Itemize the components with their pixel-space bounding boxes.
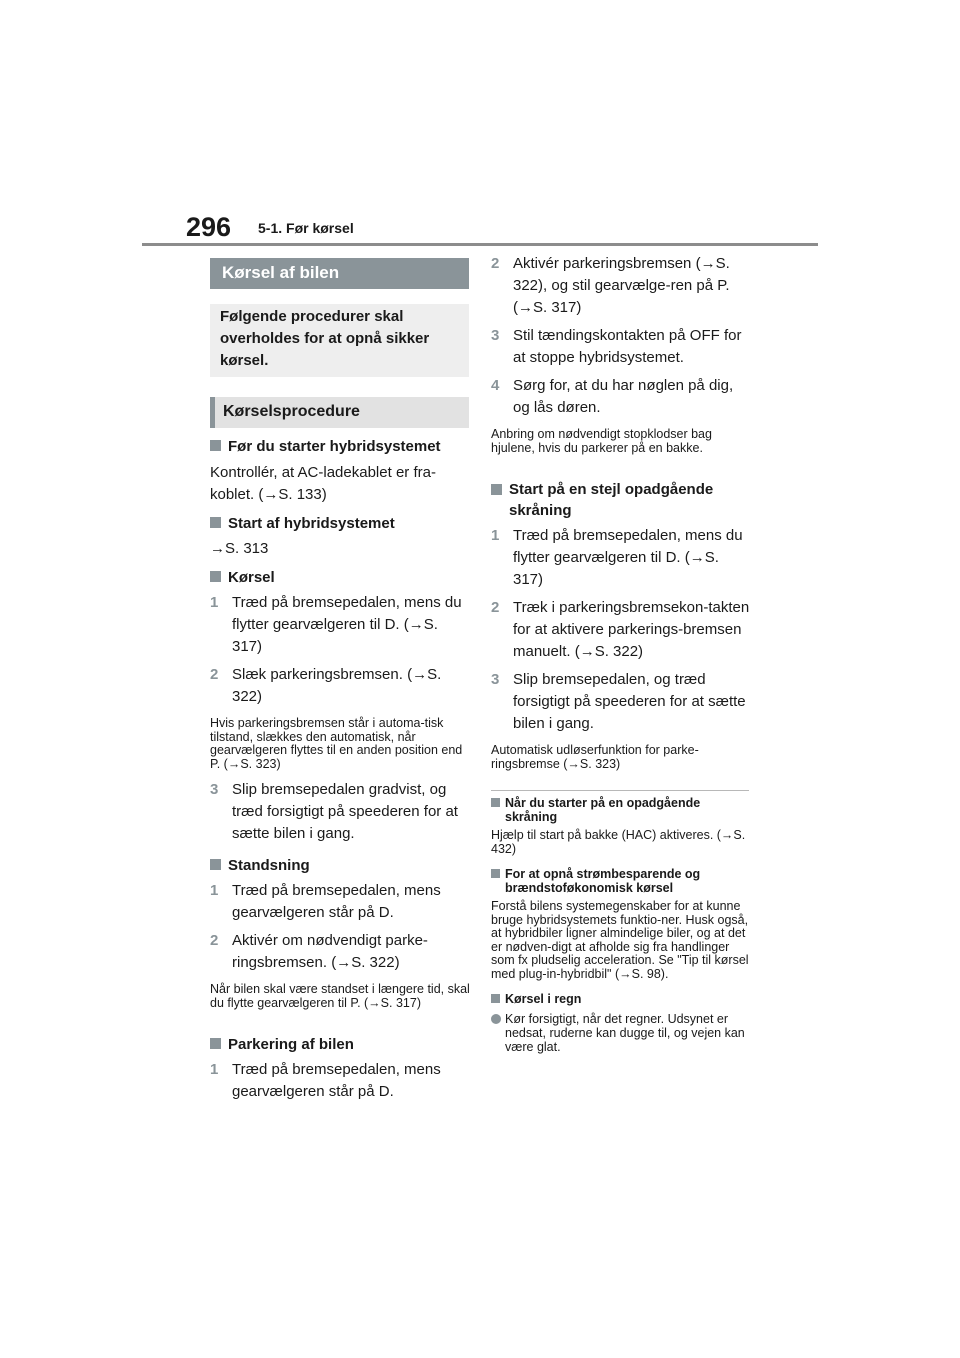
section-heading: Start på en stejl opadgående skråning — [491, 479, 753, 521]
square-bullet-icon — [491, 798, 500, 807]
section-heading: Før du starter hybridsystemet — [210, 436, 472, 457]
circle-bullet-icon — [491, 1014, 501, 1024]
section-text: →S. 313 — [210, 540, 269, 557]
header-divider — [142, 243, 818, 246]
section-before-start — [210, 436, 472, 506]
square-bullet-icon — [210, 440, 221, 451]
section-heading: Start af hybridsystemet — [210, 513, 472, 534]
note-text: Anbring om nødvendigt stopklodser bag hjulene, hvis du parkerer på en bakke. — [491, 427, 712, 455]
section-driving — [210, 567, 472, 845]
note-heading: Når du starter på en opadgående skråning — [491, 796, 749, 824]
note-heading: Kørsel i regn — [491, 992, 749, 1006]
page-number: 296 — [186, 212, 232, 242]
note-text: Hjælp til start på bakke (HAC) aktiveres. (→S. 432) — [491, 828, 746, 856]
section-start-hybrid — [210, 513, 472, 560]
bullet-item: Kør forsigtigt, når det regner. Udsynet er nedsat, ruderne kan dugge til, og vejen kan være glat. — [491, 1012, 749, 1054]
note-heading: For at opnå strømbesparende og brændstoføkonomisk kørsel — [491, 867, 749, 895]
step-item: 1 Træd på bremsepedalen, mens gearvælgeren står på D. — [210, 1061, 441, 1100]
subtitle-accent — [210, 397, 215, 428]
note-text: Automatisk udløserfunktion for parke-ringsbremse (→S. 323) — [491, 743, 699, 771]
section-heading: Parkering af bilen — [210, 1034, 472, 1055]
step-item: 3 Slip bremsepedalen, og træd forsigtigt på speederen for at sætte bilen i gang. — [491, 671, 746, 732]
parking-steps-continued — [491, 253, 753, 455]
section-stopping — [210, 855, 472, 1010]
square-bullet-icon — [210, 571, 221, 582]
info-notes — [491, 796, 749, 1054]
square-bullet-icon — [210, 859, 221, 870]
section-parking — [210, 1034, 472, 1103]
subtitle: Kørselsprocedure — [223, 403, 360, 420]
subtitle-bar — [210, 397, 469, 428]
note-text: Hvis parkeringsbremsen står i automa-tisk tilstand, slækkes den automatisk, når gearvælgeren flyttes til en anden position end P. (→S. 323) — [210, 716, 463, 771]
square-bullet-icon — [491, 484, 502, 495]
step-item: 1 Træd på bremsepedalen, mens du flytter gearvælgeren til D. (→S. 317) — [491, 527, 743, 588]
square-bullet-icon — [491, 994, 500, 1003]
section-title: 5-1. Før kørsel — [258, 220, 354, 236]
step-item: 4 Sørg for, at du har nøglen på dig, og lås døren. — [491, 377, 734, 416]
note-text: Når bilen skal være standset i længere tid, skal du flytte gearvælgeren til P. (→S. 317) — [210, 982, 470, 1010]
square-bullet-icon — [210, 517, 221, 528]
step-item: 2 Aktivér parkeringsbremsen (→S. 322), og stil gearvælge-ren på P. (→S. 317) — [491, 255, 730, 316]
step-item: 1 Træd på bremsepedalen, mens gearvælgeren står på D. — [210, 882, 441, 921]
intro-box — [210, 304, 469, 377]
chapter-title: Kørsel af bilen — [222, 263, 340, 282]
section-heading: Kørsel — [210, 567, 472, 588]
chapter-title-bar — [210, 258, 469, 289]
notes-divider — [491, 790, 749, 791]
intro-text: Følgende procedurer skal overholdes for at opnå sikker kørsel. — [220, 308, 430, 369]
step-item: 2 Aktivér om nødvendigt parke-ringsbremsen. (→S. 322) — [210, 932, 428, 971]
section-steep-hill — [491, 479, 753, 771]
section-heading: Standsning — [210, 855, 472, 876]
step-item: 3 Slip bremsepedalen gradvist, og træd forsigtigt på speederen for at sætte bilen i gang. — [210, 781, 458, 842]
square-bullet-icon — [210, 1038, 221, 1049]
step-item: 2 Træk i parkeringsbremsekon-takten for at aktivere parkerings-bremsen manuelt. (→S. 322) — [491, 599, 750, 660]
section-text: Kontrollér, at AC-ladekablet er fra-koblet. (→S. 133) — [210, 464, 436, 503]
step-item: 3 Stil tændingskontakten på OFF for at stoppe hybridsystemet. — [491, 327, 742, 366]
note-text: Forstå bilens systemegenskaber for at kunne bruge hybridsystemets funktio-ner. Husk også, at hybridbiler ligner almindelige biler, og at det er nødven-digt at afholde sig fra handlinger som fx pludselig acceleration. Se "Tip til kørsel med plug-in-hybridbil" (→S. 98). — [491, 899, 749, 981]
step-item: 2 Slæk parkeringsbremsen. (→S. 322) — [210, 666, 442, 705]
square-bullet-icon — [491, 869, 500, 878]
step-item: 1 Træd på bremsepedalen, mens du flytter gearvælgeren til D. (→S. 317) — [210, 594, 462, 655]
